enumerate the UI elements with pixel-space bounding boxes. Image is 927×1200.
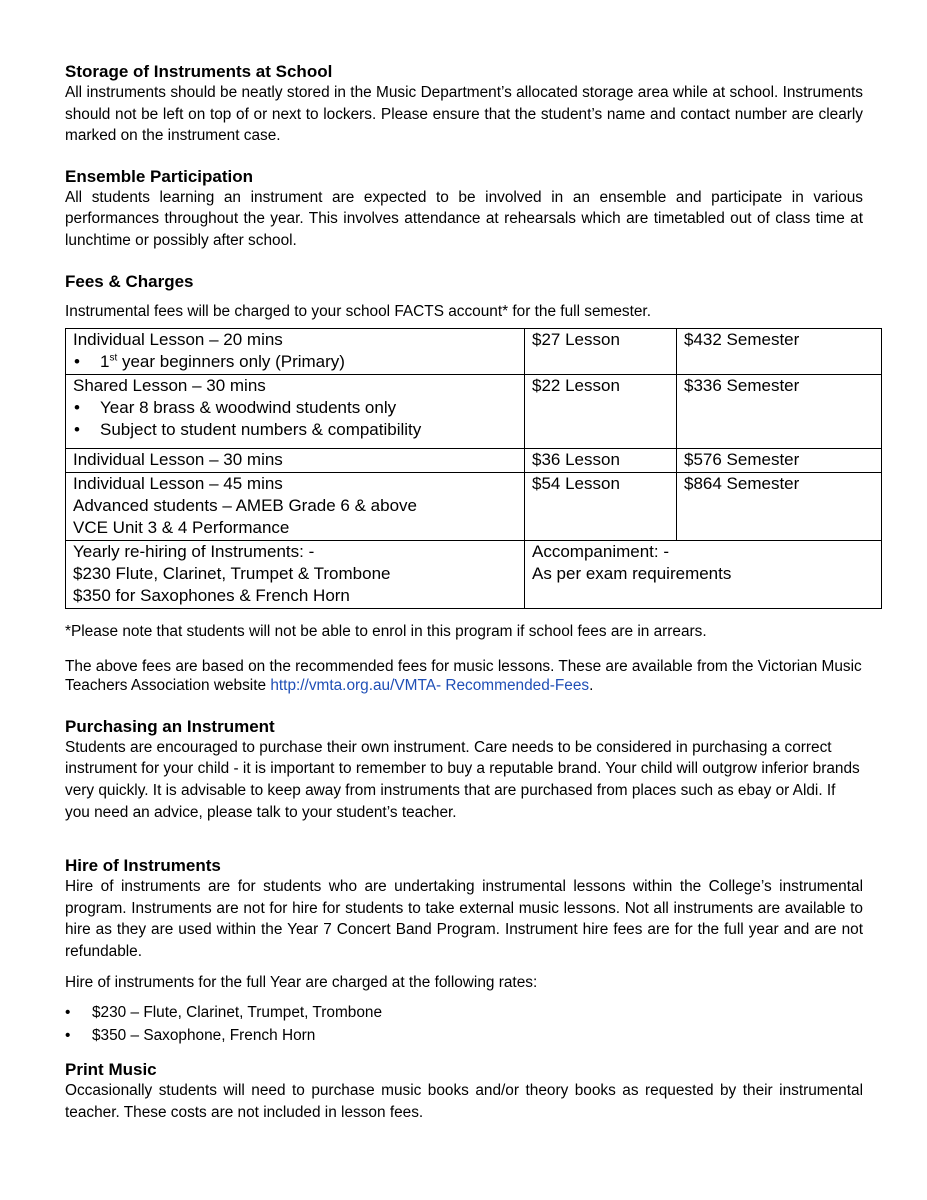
rehire-line: Yearly re-hiring of Instruments: - [73,542,315,562]
fees-section [65,272,863,695]
purchasing-heading: Purchasing an Instrument [65,716,275,736]
fee-bullet-pre: 1 [100,352,110,372]
fee-semester: $432 Semester [677,329,882,375]
rehire-line: $230 Flute, Clarinet, Trumpet & Trombone [73,564,391,584]
fee-bullet [73,351,524,373]
table-row [66,375,882,449]
fee-description [66,449,525,473]
fee-semester: $336 Semester [677,375,882,449]
fee-bullet-post: year beginners only (Primary) [117,352,345,372]
fee-description [66,375,525,449]
accompaniment-line: Accompaniment: - [532,542,669,562]
fees-based-post: . [589,676,594,694]
fee-semester: $576 Semester [677,449,882,473]
fee-title: Individual Lesson – 30 mins [73,450,283,470]
fee-lesson: $54 Lesson [525,473,677,541]
table-row [66,329,882,375]
rehire-cell [66,541,525,609]
ensemble-heading: Ensemble Participation [65,166,253,186]
fee-line: VCE Unit 3 & 4 Performance [73,518,290,538]
vmta-link[interactable]: http://vmta.org.au/VMTA- Recommended-Fees [270,676,590,694]
print-music-section [65,1060,863,1123]
fees-note: *Please note that students will not be able to enrol in this program if school fees are in arrears. [65,623,707,641]
table-row [66,449,882,473]
hire-section [65,856,863,1047]
fee-semester: $864 Semester [677,473,882,541]
fee-description [66,329,525,375]
fees-heading: Fees & Charges [65,271,194,291]
fee-bullet-sup: st [109,352,118,364]
fee-bullet: • Subject to student numbers & compatibility [73,419,524,441]
fees-intro: Instrumental fees will be charged to your school FACTS account* for the full semester. [65,302,651,320]
storage-body: All instruments should be neatly stored in the Music Department’s allocated storage area while at school. Instruments should not be left on top of or next to lockers. Please ensure that the student’s name and contact number are clearly marked on the instrument case. [65,84,863,145]
rehire-line: $350 for Saxophones & French Horn [73,586,350,606]
accompaniment-cell [525,541,882,609]
fee-lesson: $27 Lesson [525,329,677,375]
hire-rates-list [65,1001,863,1047]
storage-heading: Storage of Instruments at School [65,62,333,81]
accompaniment-line: As per exam requirements [532,564,732,584]
list-item: • $350 – Saxophone, French Horn [65,1024,863,1047]
print-music-body: Occasionally students will need to purchase music books and/or theory books as requested by their instrumental teacher. These costs are not included in lesson fees. [65,1082,863,1121]
fee-lesson: $22 Lesson [525,375,677,449]
fees-table [65,328,882,609]
hire-body: Hire of instruments are for students who are undertaking instrumental lessons within the College’s instrumental program. Instruments are not for hire for students to take external music lessons. Not all instruments are available to hire as they are used within the Year 7 Concert Band Program. Instrument hire fees are for the full year and are not refundable. [65,878,863,960]
ensemble-body: All students learning an instrument are expected to be involved in an ensemble and participate in various performances throughout the year. This involves attendance at rehearsals which are timetabled out of class time at lunchtime or possibly after school. [65,188,863,249]
fee-bullet: • Year 8 brass & woodwind students only [73,397,524,419]
fee-title: Individual Lesson – 45 mins [73,474,283,494]
document-page [65,62,863,1123]
fees-based-text [65,657,863,695]
fee-lesson: $36 Lesson [525,449,677,473]
purchasing-section [65,717,863,823]
print-music-heading: Print Music [65,1060,157,1080]
list-item: • $230 – Flute, Clarinet, Trumpet, Trombone [65,1001,863,1024]
fee-title: Individual Lesson – 20 mins [73,330,283,350]
hire-heading: Hire of Instruments [65,856,221,876]
table-row [66,541,882,609]
hire-rates-intro: Hire of instruments for the full Year are charged at the following rates: [65,973,538,991]
storage-section [65,62,863,147]
purchasing-body: Students are encouraged to purchase their own instrument. Care needs to be considered in purchasing a correct instrument for your child - it is important to remember to buy a reputable brand. Your child will outgrow inferior brands very quickly. It is advisable to keep away from instruments that are purchased from places such as ebay or Aldi. If you need an advice, please talk to your student’s teacher. [65,738,860,821]
fee-description [66,473,525,541]
ensemble-section [65,167,863,252]
fees-based-pre: The above fees are based on the recommended fees for music lessons. These are available from the Victorian Music Teachers Association website [65,657,862,694]
fee-title: Shared Lesson – 30 mins [73,376,266,396]
fee-line: Advanced students – AMEB Grade 6 & above [73,496,417,516]
table-row [66,473,882,541]
